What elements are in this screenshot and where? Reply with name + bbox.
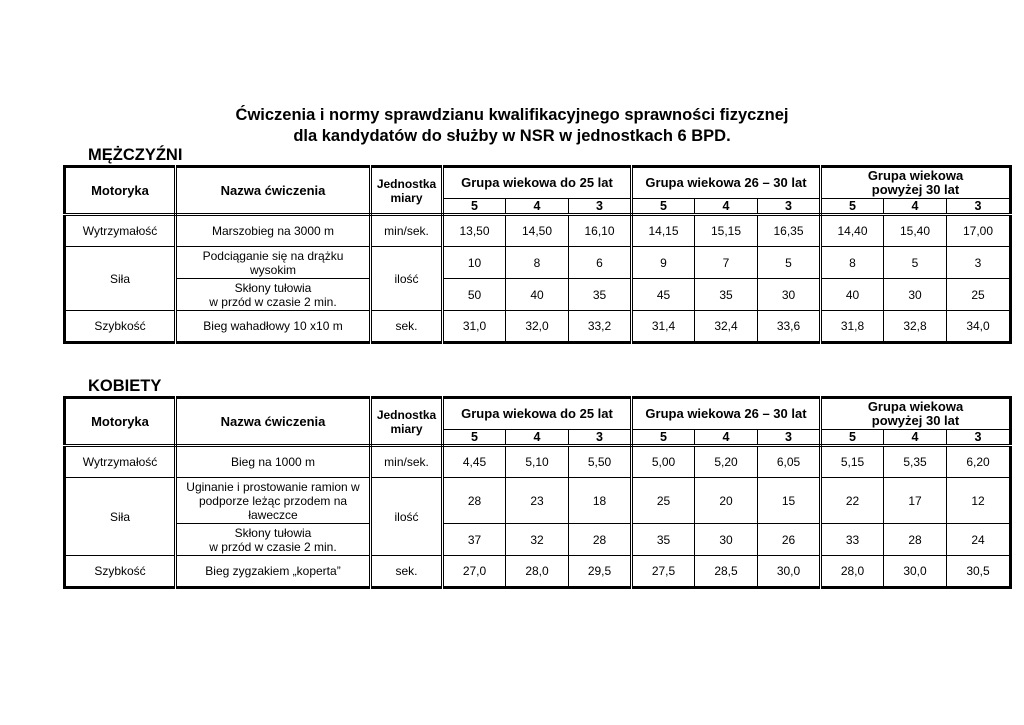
header-jednostka	[371, 398, 443, 446]
norm-value-cell: 3	[947, 247, 1011, 279]
norm-value-cell: 17,00	[947, 215, 1011, 247]
header-line: Jednostka	[376, 407, 437, 422]
grade-header: 5	[821, 199, 884, 215]
norm-value-cell: 5,20	[695, 446, 758, 478]
cell-text-line: Bieg wahadłowy 10 x10 m	[203, 319, 343, 333]
unit-cell: min/sek.	[371, 215, 443, 247]
header-group-to-25: Grupa wiekowa do 25 lat	[443, 398, 632, 430]
cell-text-line: w przód w czasie 2 min.	[209, 539, 337, 554]
cell-text-line: podporze leżąc przodem na	[198, 493, 348, 508]
cell-text-line: Bieg zygzakiem „koperta”	[205, 564, 341, 578]
header-group-26-30: Grupa wiekowa 26 – 30 lat	[632, 167, 821, 199]
norm-value-cell: 35	[632, 524, 695, 556]
norm-value-cell: 5,10	[506, 446, 569, 478]
norm-value-cell: 29,5	[569, 556, 632, 588]
motoryka-cell: Szybkość	[65, 311, 176, 343]
norm-value-cell: 32,4	[695, 311, 758, 343]
norm-value-cell: 30,5	[947, 556, 1011, 588]
norm-value-cell: 15,15	[695, 215, 758, 247]
norm-value-cell: 6,20	[947, 446, 1011, 478]
header-nazwa: Nazwa ćwiczenia	[176, 398, 371, 446]
table-row	[65, 478, 1011, 524]
exercise-name-cell	[176, 311, 371, 343]
header-line: Grupa wiekowa	[867, 168, 964, 183]
grade-header: 4	[506, 199, 569, 215]
cell-text-line: Skłony tułowia	[234, 280, 312, 295]
norm-value-cell: 16,10	[569, 215, 632, 247]
exercise-name-cell	[176, 247, 371, 279]
norm-value-cell: 8	[506, 247, 569, 279]
grade-header: 5	[443, 430, 506, 446]
exercise-name-cell	[176, 524, 371, 556]
table-row	[65, 279, 1011, 311]
exercise-name-cell	[176, 478, 371, 524]
women-section-label: KOBIETY	[88, 377, 162, 395]
norm-value-cell: 34,0	[947, 311, 1011, 343]
grade-header: 4	[695, 199, 758, 215]
grade-header: 3	[758, 199, 821, 215]
norm-value-cell: 32,0	[506, 311, 569, 343]
norm-value-cell: 16,35	[758, 215, 821, 247]
norm-value-cell: 14,15	[632, 215, 695, 247]
table-row	[65, 311, 1011, 343]
norm-value-cell: 5	[884, 247, 947, 279]
norm-value-cell: 28,0	[821, 556, 884, 588]
grade-header: 4	[884, 199, 947, 215]
men-norms-table	[63, 165, 1012, 344]
unit-cell: ilość	[371, 247, 443, 311]
norm-value-cell: 30	[884, 279, 947, 311]
cell-text-line: Bieg na 1000 m	[230, 455, 316, 469]
header-motoryka: Motoryka	[65, 167, 176, 215]
norm-value-cell: 22	[821, 478, 884, 524]
motoryka-cell: Wytrzymałość	[65, 215, 176, 247]
cell-text-line: wysokim	[249, 262, 296, 277]
grade-header: 4	[695, 430, 758, 446]
unit-cell: ilość	[371, 478, 443, 556]
header-jednostka	[371, 167, 443, 215]
motoryka-cell: Siła	[65, 478, 176, 556]
norm-value-cell: 32,8	[884, 311, 947, 343]
norm-value-cell: 6	[569, 247, 632, 279]
norm-value-cell: 10	[443, 247, 506, 279]
unit-cell: min/sek.	[371, 446, 443, 478]
cell-text-line: Uginanie i prostowanie ramion w	[186, 479, 360, 494]
norm-value-cell: 28,0	[506, 556, 569, 588]
norm-value-cell: 30	[695, 524, 758, 556]
norm-value-cell: 14,40	[821, 215, 884, 247]
norm-value-cell: 31,8	[821, 311, 884, 343]
norm-value-cell: 35	[569, 279, 632, 311]
norm-value-cell: 13,50	[443, 215, 506, 247]
exercise-name-cell	[176, 556, 371, 588]
grade-header: 5	[443, 199, 506, 215]
title-line-2: dla kandydatów do służby w NSR w jednostkach 6 BPD.	[293, 127, 731, 145]
cell-text-line: Skłony tułowia	[234, 525, 312, 540]
men-section-label: MĘŻCZYŹNI	[88, 146, 183, 164]
norm-value-cell: 5,00	[632, 446, 695, 478]
header-line: Grupa wiekowa	[867, 399, 964, 414]
table-row	[65, 446, 1011, 478]
norm-value-cell: 27,0	[443, 556, 506, 588]
norm-value-cell: 45	[632, 279, 695, 311]
cell-text-line: w przód w czasie 2 min.	[209, 294, 337, 309]
norm-value-cell: 27,5	[632, 556, 695, 588]
exercise-name-cell	[176, 279, 371, 311]
norm-value-cell: 32	[506, 524, 569, 556]
norm-value-cell: 14,50	[506, 215, 569, 247]
norm-value-cell: 24	[947, 524, 1011, 556]
norm-value-cell: 30,0	[884, 556, 947, 588]
norm-value-cell: 6,05	[758, 446, 821, 478]
cell-text-line: ławeczce	[248, 507, 298, 522]
norm-value-cell: 31,0	[443, 311, 506, 343]
unit-cell: sek.	[371, 556, 443, 588]
table-row	[65, 247, 1011, 279]
unit-cell: sek.	[371, 311, 443, 343]
norm-value-cell: 30,0	[758, 556, 821, 588]
norm-value-cell: 31,4	[632, 311, 695, 343]
table-row	[65, 524, 1011, 556]
norm-value-cell: 26	[758, 524, 821, 556]
women-norms-table	[63, 396, 1012, 589]
motoryka-cell: Siła	[65, 247, 176, 311]
grade-header: 5	[632, 199, 695, 215]
norm-value-cell: 9	[632, 247, 695, 279]
header-line: powyżej 30 lat	[871, 413, 960, 428]
norm-value-cell: 8	[821, 247, 884, 279]
norm-value-cell: 28,5	[695, 556, 758, 588]
header-line: Jednostka	[376, 176, 437, 191]
header-row	[65, 398, 1011, 430]
norm-value-cell: 40	[506, 279, 569, 311]
table-row	[65, 215, 1011, 247]
title-line-1: Ćwiczenia i normy sprawdzianu kwalifikacyjnego sprawności fizycznej	[235, 106, 789, 124]
norm-value-cell: 28	[443, 478, 506, 524]
norm-value-cell: 40	[821, 279, 884, 311]
norm-value-cell: 30	[758, 279, 821, 311]
grade-header: 5	[821, 430, 884, 446]
norm-value-cell: 28	[569, 524, 632, 556]
norm-value-cell: 35	[695, 279, 758, 311]
exercise-name-cell	[176, 215, 371, 247]
header-group-to-25: Grupa wiekowa do 25 lat	[443, 167, 632, 199]
grade-header: 3	[947, 199, 1011, 215]
grade-header: 4	[884, 430, 947, 446]
motoryka-cell: Szybkość	[65, 556, 176, 588]
exercise-name-cell	[176, 446, 371, 478]
norm-value-cell: 5,15	[821, 446, 884, 478]
header-line: powyżej 30 lat	[871, 182, 960, 197]
norm-value-cell: 12	[947, 478, 1011, 524]
norm-value-cell: 18	[569, 478, 632, 524]
header-group-over-30	[821, 398, 1011, 430]
table-row	[65, 556, 1011, 588]
norm-value-cell: 25	[947, 279, 1011, 311]
norm-value-cell: 23	[506, 478, 569, 524]
grade-header: 5	[632, 430, 695, 446]
norm-value-cell: 33,6	[758, 311, 821, 343]
norm-value-cell: 17	[884, 478, 947, 524]
norm-value-cell: 33,2	[569, 311, 632, 343]
norm-value-cell: 7	[695, 247, 758, 279]
header-group-26-30: Grupa wiekowa 26 – 30 lat	[632, 398, 821, 430]
norm-value-cell: 4,45	[443, 446, 506, 478]
cell-text-line: Podciąganie się na drążku	[202, 248, 344, 263]
header-line: miary	[390, 421, 423, 436]
header-nazwa: Nazwa ćwiczenia	[176, 167, 371, 215]
document-title	[0, 105, 1024, 147]
norm-value-cell: 25	[632, 478, 695, 524]
norm-value-cell: 37	[443, 524, 506, 556]
norm-value-cell: 28	[884, 524, 947, 556]
header-row	[65, 167, 1011, 199]
grade-header: 3	[569, 199, 632, 215]
header-line: miary	[390, 190, 423, 205]
grade-header: 3	[947, 430, 1011, 446]
norm-value-cell: 33	[821, 524, 884, 556]
grade-header: 3	[569, 430, 632, 446]
header-group-over-30	[821, 167, 1011, 199]
norm-value-cell: 15	[758, 478, 821, 524]
norm-value-cell: 5	[758, 247, 821, 279]
norm-value-cell: 5,50	[569, 446, 632, 478]
norm-value-cell: 15,40	[884, 215, 947, 247]
header-motoryka: Motoryka	[65, 398, 176, 446]
grade-header: 3	[758, 430, 821, 446]
cell-text-line: Marszobieg na 3000 m	[211, 224, 335, 238]
norm-value-cell: 5,35	[884, 446, 947, 478]
norm-value-cell: 50	[443, 279, 506, 311]
motoryka-cell: Wytrzymałość	[65, 446, 176, 478]
grade-header: 4	[506, 430, 569, 446]
norm-value-cell: 20	[695, 478, 758, 524]
